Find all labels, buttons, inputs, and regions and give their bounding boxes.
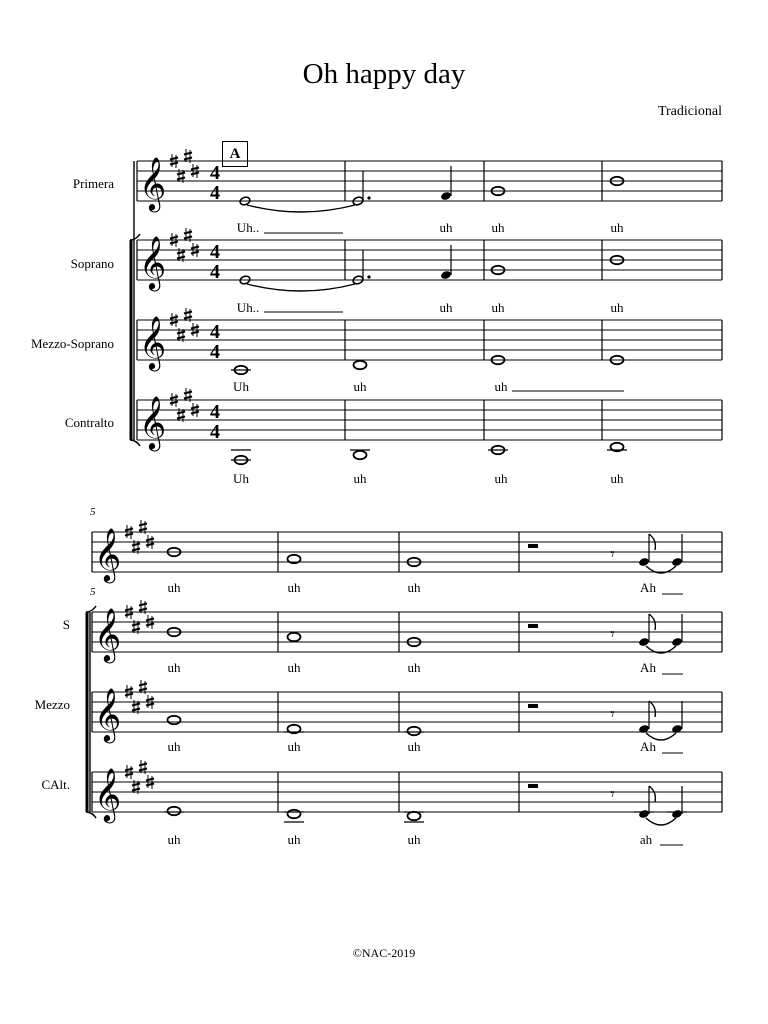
note-head (168, 807, 181, 815)
tie (247, 284, 355, 291)
note-head (288, 810, 301, 818)
note-head (638, 637, 650, 647)
note-head (671, 809, 683, 819)
treble-clef-icon: 𝄞 (139, 156, 167, 210)
flag (649, 701, 655, 717)
eighth-rest-icon: 𝄾 (610, 704, 615, 725)
staff-name-contralto: Contralto (64, 415, 114, 430)
note-head (354, 451, 367, 459)
lyric: uh (287, 580, 301, 595)
lyric: uh (491, 220, 505, 235)
lyric: uh (610, 300, 624, 315)
lyric: ah (639, 832, 653, 847)
lyric: uh (407, 832, 421, 847)
staff-name-mezzo-soprano: Mezzo-Soprano (30, 336, 114, 351)
note-head (671, 557, 683, 567)
measure-number: 5 (90, 586, 96, 598)
measure-number: 5 (90, 506, 96, 518)
note-head (168, 716, 181, 724)
lyric: uh (491, 300, 505, 315)
treble-clef-icon: 𝄞 (94, 607, 122, 661)
staff-name-soprano: Soprano (70, 256, 114, 271)
time-signature-top: 4 (210, 241, 220, 263)
tie (247, 205, 355, 212)
lyric: uh (494, 471, 508, 486)
note-head (671, 724, 683, 734)
treble-clef-icon: 𝄞 (139, 235, 167, 289)
copyright-notice: ©NAC-2019 (352, 946, 416, 960)
lyric: Uh (233, 471, 249, 486)
note-head (638, 809, 650, 819)
treble-clef-icon: 𝄞 (94, 767, 122, 821)
lyric: uh (167, 739, 181, 754)
lyric: uh (407, 660, 421, 675)
staff-name-primera: Primera (72, 176, 114, 191)
eighth-rest-icon: 𝄾 (610, 544, 615, 565)
lyric: uh (407, 739, 421, 754)
treble-clef-icon: 𝄞 (94, 687, 122, 741)
lyric: uh (353, 379, 367, 394)
lyric: Uh.. (236, 300, 260, 315)
lyric: Ah (640, 739, 656, 754)
lyric: uh (494, 379, 508, 394)
score-title: Oh happy day (302, 58, 466, 90)
treble-clef-icon: 𝄞 (94, 527, 122, 581)
treble-clef-icon: 𝄞 (139, 395, 167, 449)
lyric: uh (287, 832, 301, 847)
lyric: uh (439, 300, 453, 315)
lyric: Uh (233, 379, 249, 394)
time-signature-bottom: 4 (210, 421, 220, 443)
eighth-rest-icon: 𝄾 (610, 624, 615, 645)
staff-name-s: S (62, 617, 70, 632)
flag (649, 786, 655, 802)
lyric: uh (167, 660, 181, 675)
note-head (288, 633, 301, 641)
lyric: Uh.. (236, 220, 260, 235)
lyric: uh (167, 580, 181, 595)
lyric: uh (407, 580, 421, 595)
time-signature-bottom: 4 (210, 261, 220, 283)
eighth-rest-icon: 𝄾 (610, 784, 615, 805)
half-rest (528, 544, 538, 548)
time-signature-top: 4 (210, 321, 220, 343)
lyric: uh (610, 220, 624, 235)
composer-credit: Tradicional (657, 104, 722, 119)
time-signature-bottom: 4 (210, 341, 220, 363)
time-signature-top: 4 (210, 401, 220, 423)
half-rest (528, 624, 538, 628)
half-rest (528, 784, 538, 788)
treble-clef-icon: 𝄞 (139, 315, 167, 369)
lyric: uh (287, 660, 301, 675)
note-head (408, 812, 421, 820)
time-signature-top: 4 (210, 162, 220, 184)
lyric: Ah (640, 580, 656, 595)
note-head (638, 724, 650, 734)
note-head (354, 361, 367, 369)
half-rest (528, 704, 538, 708)
note-head (440, 191, 452, 201)
lyric: uh (167, 832, 181, 847)
lyric: uh (287, 739, 301, 754)
tie (646, 733, 676, 740)
staff-name-calt: CAlt. (41, 777, 70, 792)
dot (367, 275, 370, 278)
dot (367, 196, 370, 199)
lyric: Ah (640, 660, 656, 675)
tie (646, 818, 676, 825)
note-head (638, 557, 650, 567)
rehearsal-mark: A (222, 141, 248, 167)
staff-name-mezzo: Mezzo (34, 697, 70, 712)
lyric: uh (439, 220, 453, 235)
lyric: uh (353, 471, 367, 486)
note-head (408, 727, 421, 735)
note-head (671, 637, 683, 647)
time-signature-bottom: 4 (210, 182, 220, 204)
lyric: uh (610, 471, 624, 486)
note-head (440, 270, 452, 280)
